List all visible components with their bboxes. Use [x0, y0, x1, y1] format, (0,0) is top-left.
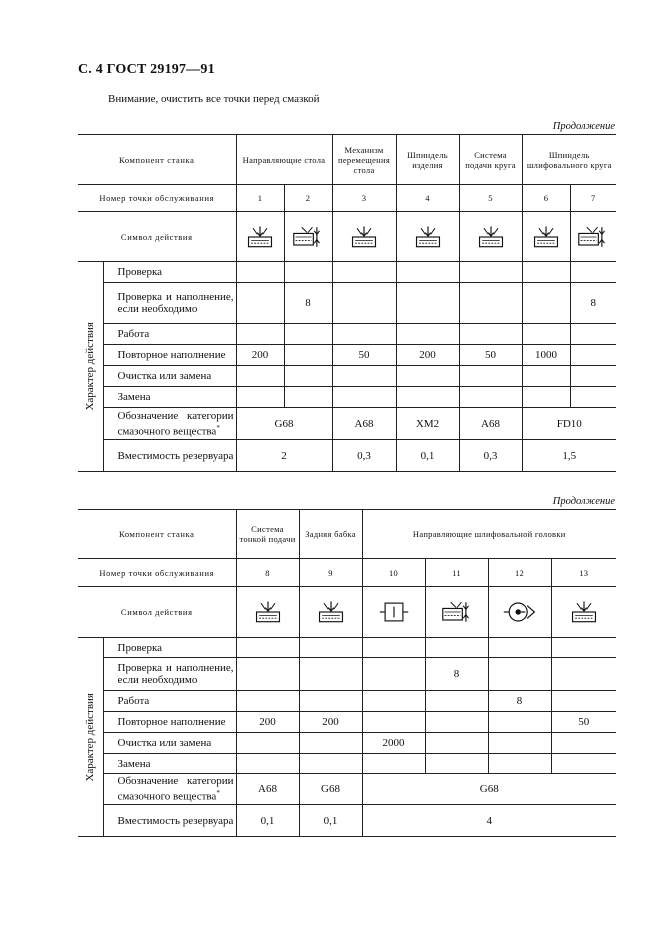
component-name: Направляющие стола	[236, 135, 332, 185]
row-label: Вместимость резервуара	[103, 805, 236, 837]
component-header: Компонент станка	[78, 135, 236, 185]
oil-tank-side-icon	[425, 587, 488, 638]
cell-value: G68	[362, 774, 616, 805]
cell-value: 2	[236, 440, 332, 472]
cell-value	[299, 733, 362, 754]
lubrication-table-1	[78, 134, 616, 472]
point-number: 7	[570, 185, 616, 212]
row-label: Вместимость резервуара	[103, 440, 236, 472]
cell-value: G68	[236, 408, 332, 440]
oil-tank-icon	[236, 587, 299, 638]
point-number: 2	[284, 185, 332, 212]
row-label: Проверка и наполнение, если необходимо	[103, 658, 236, 691]
component-name: Система тонкой подачи	[236, 510, 299, 559]
oil-tank-icon	[299, 587, 362, 638]
cell-value	[425, 712, 488, 733]
point-number-header: Номер точки обслуживания	[78, 559, 236, 587]
cell-value: A68	[332, 408, 396, 440]
point-number: 9	[299, 559, 362, 587]
cell-value	[570, 345, 616, 366]
row-label: Повторное наполнение	[103, 712, 236, 733]
cell-value: 4	[362, 805, 616, 837]
row-label: Очистка или замена	[103, 366, 236, 387]
point-number: 13	[551, 559, 616, 587]
oil-box-icon	[362, 587, 425, 638]
component-name: Шпиндель шлифовального круга	[522, 135, 616, 185]
cell-value	[299, 658, 362, 691]
cell-value: 0,3	[459, 440, 522, 472]
cell-value	[551, 733, 616, 754]
component-name: Шпиндель изделия	[396, 135, 459, 185]
cell-value	[362, 658, 425, 691]
cell-value: 1000	[522, 345, 570, 366]
component-name: Система подачи круга	[459, 135, 522, 185]
point-number: 5	[459, 185, 522, 212]
row-label: Проверка	[103, 638, 236, 658]
component-name: Направляющие шлифовальной головки	[362, 510, 616, 559]
cell-value	[488, 658, 551, 691]
cell-value: 200	[236, 712, 299, 733]
cell-value: 0,1	[299, 805, 362, 837]
cell-value	[236, 658, 299, 691]
oil-tank-icon	[236, 212, 284, 262]
cell-value	[425, 733, 488, 754]
cell-value	[522, 283, 570, 324]
oil-tank-icon	[551, 587, 616, 638]
cell-value: A68	[459, 408, 522, 440]
oil-tank-icon	[522, 212, 570, 262]
oil-tank-side-icon	[284, 212, 332, 262]
cell-value: XM2	[396, 408, 459, 440]
cell-value	[551, 691, 616, 712]
action-character-header: Характер действия	[78, 638, 103, 837]
row-label: Замена	[103, 387, 236, 408]
warning-note: Внимание, очистить все точки перед смазкой	[108, 93, 320, 105]
point-number-header: Номер точки обслуживания	[78, 185, 236, 212]
cell-value: 8	[570, 283, 616, 324]
oil-tank-icon	[396, 212, 459, 262]
row-label: Проверка и наполнение, если необходимо	[103, 283, 236, 324]
cell-value	[396, 283, 459, 324]
row-label: Работа	[103, 691, 236, 712]
cell-value: 200	[299, 712, 362, 733]
point-number: 1	[236, 185, 284, 212]
cell-value: 0,3	[332, 440, 396, 472]
cell-value: 50	[332, 345, 396, 366]
cell-value	[299, 691, 362, 712]
action-symbol-header: Символ действия	[78, 587, 236, 638]
point-number: 11	[425, 559, 488, 587]
cell-value: 200	[396, 345, 459, 366]
oil-tank-icon	[332, 212, 396, 262]
point-number: 8	[236, 559, 299, 587]
cell-value	[488, 712, 551, 733]
cell-value	[425, 691, 488, 712]
row-label: Повторное наполнение	[103, 345, 236, 366]
cell-value	[332, 283, 396, 324]
cell-value	[236, 283, 284, 324]
row-label: Обозначение категории смазочного вещества*	[103, 408, 236, 440]
cell-value	[284, 345, 332, 366]
cell-value: 1,5	[522, 440, 616, 472]
point-number: 12	[488, 559, 551, 587]
cell-value	[362, 691, 425, 712]
cell-value	[236, 733, 299, 754]
cell-value: 8	[488, 691, 551, 712]
row-label: Очистка или замена	[103, 733, 236, 754]
continuation-label-1: Продолжение	[552, 121, 615, 132]
cell-value: 0,1	[396, 440, 459, 472]
cell-value	[236, 691, 299, 712]
cell-value: 0,1	[236, 805, 299, 837]
cell-value	[362, 712, 425, 733]
cell-value: 50	[551, 712, 616, 733]
cell-value: 8	[425, 658, 488, 691]
lubrication-table-2	[78, 509, 616, 837]
component-header: Компонент станка	[78, 510, 236, 559]
oil-tank-side-icon	[570, 212, 616, 262]
cell-value: G68	[299, 774, 362, 805]
component-name: Механизм перемещения стола	[332, 135, 396, 185]
action-character-header: Характер действия	[78, 262, 103, 472]
row-label: Проверка	[103, 262, 236, 283]
continuation-label-2: Продолжение	[552, 496, 615, 507]
point-number: 10	[362, 559, 425, 587]
cell-value: 200	[236, 345, 284, 366]
row-label: Работа	[103, 324, 236, 345]
point-number: 3	[332, 185, 396, 212]
point-number: 4	[396, 185, 459, 212]
cell-value: A68	[236, 774, 299, 805]
cell-value: 50	[459, 345, 522, 366]
oil-tank-icon	[459, 212, 522, 262]
point-number: 6	[522, 185, 570, 212]
row-label: Обозначение категории смазочного вещества*	[103, 774, 236, 805]
cell-value	[459, 283, 522, 324]
component-name: Задняя бабка	[299, 510, 362, 559]
document-header: С. 4 ГОСТ 29197—91	[78, 62, 215, 77]
cell-value: FD10	[522, 408, 616, 440]
action-symbol-header: Символ действия	[78, 212, 236, 262]
row-label: Замена	[103, 754, 236, 774]
pump-icon	[488, 587, 551, 638]
cell-value: 8	[284, 283, 332, 324]
cell-value	[488, 733, 551, 754]
cell-value	[551, 658, 616, 691]
cell-value: 2000	[362, 733, 425, 754]
